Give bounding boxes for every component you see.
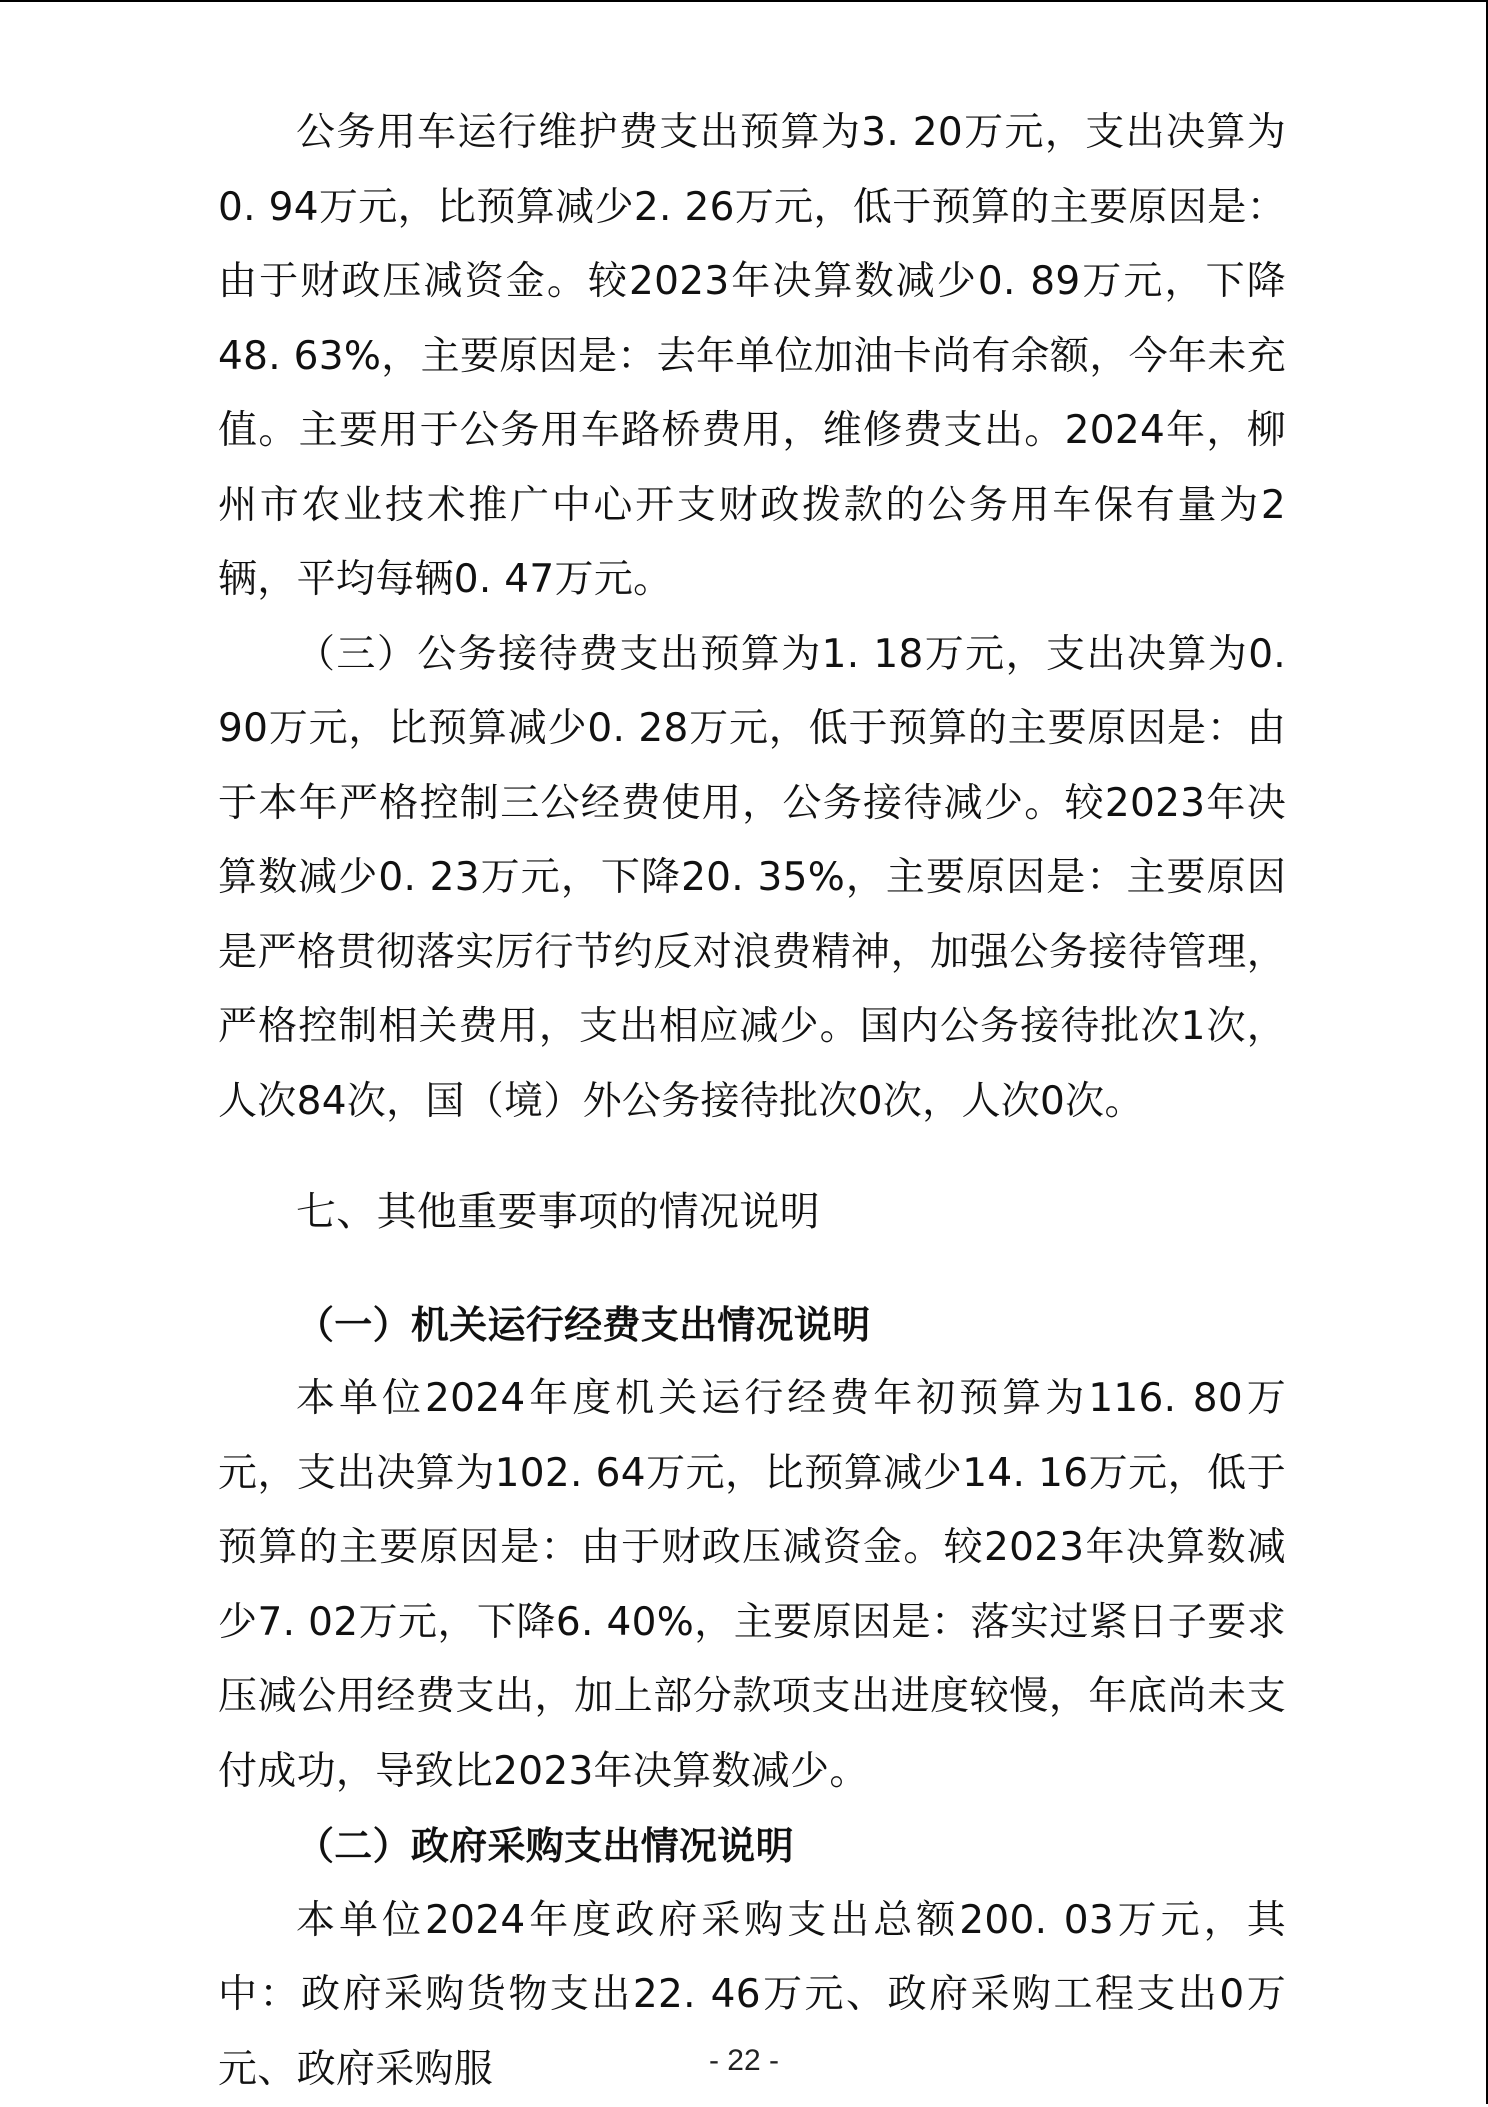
paragraph-operating-costs: 本单位2024年度机关运行经费年初预算为116. 80万元，支出决算为102. 64万元，比预算减少14. 16万元，低于预算的主要原因是：由于财政压减资金。较2023年决算数减少7. 02万元，下降6. 40%，主要原因是：落实过紧日子要求压减公用经费支出，加上部分款项支出进度较慢，年底尚未支付成功，导致比2023年决算数减少。: [218, 1362, 1286, 1809]
section-heading: 七、其他重要事项的情况说明: [218, 1175, 1286, 1250]
paragraph-vehicle-maintenance: 公务用车运行维护费支出预算为3. 20万元，支出决算为0. 94万元，比预算减少2. 26万元，低于预算的主要原因是：由于财政压减资金。较2023年决算数减少0. 89万元，下降48. 63%，主要原因是：去年单位加油卡尚有余额，今年未充值。主要用于公务用车路桥费用，维修费支出。2024年，柳州市农业技术推广中心开支财政拨款的公务用车保有量为2辆，平均每辆0. 47万元。: [218, 96, 1286, 618]
page-number: - 22 -: [0, 2044, 1488, 2078]
document-body: [218, 96, 1286, 2107]
paragraph-official-reception: （三）公务接待费支出预算为1. 18万元，支出决算为0. 90万元，比预算减少0. 28万元，低于预算的主要原因是：由于本年严格控制三公经费使用，公务接待减少。较2023年决算数减少0. 23万元，下降20. 35%，主要原因是：主要原因是严格贯彻落实厉行节约反对浪费精神，加强公务接待管理，严格控制相关费用，支出相应减少。国内公务接待批次1次，人次84次，国（境）外公务接待批次0次，人次0次。: [218, 618, 1286, 1140]
subsection-heading-procurement: （二）政府采购支出情况说明: [218, 1809, 1286, 1884]
subsection-heading-operating-costs: （一）机关运行经费支出情况说明: [218, 1288, 1286, 1363]
paragraph-procurement: 本单位2024年度政府采购支出总额200. 03万元，其中：政府采购货物支出22. 46万元、政府采购工程支出0万元、政府采购服: [218, 1884, 1286, 2107]
